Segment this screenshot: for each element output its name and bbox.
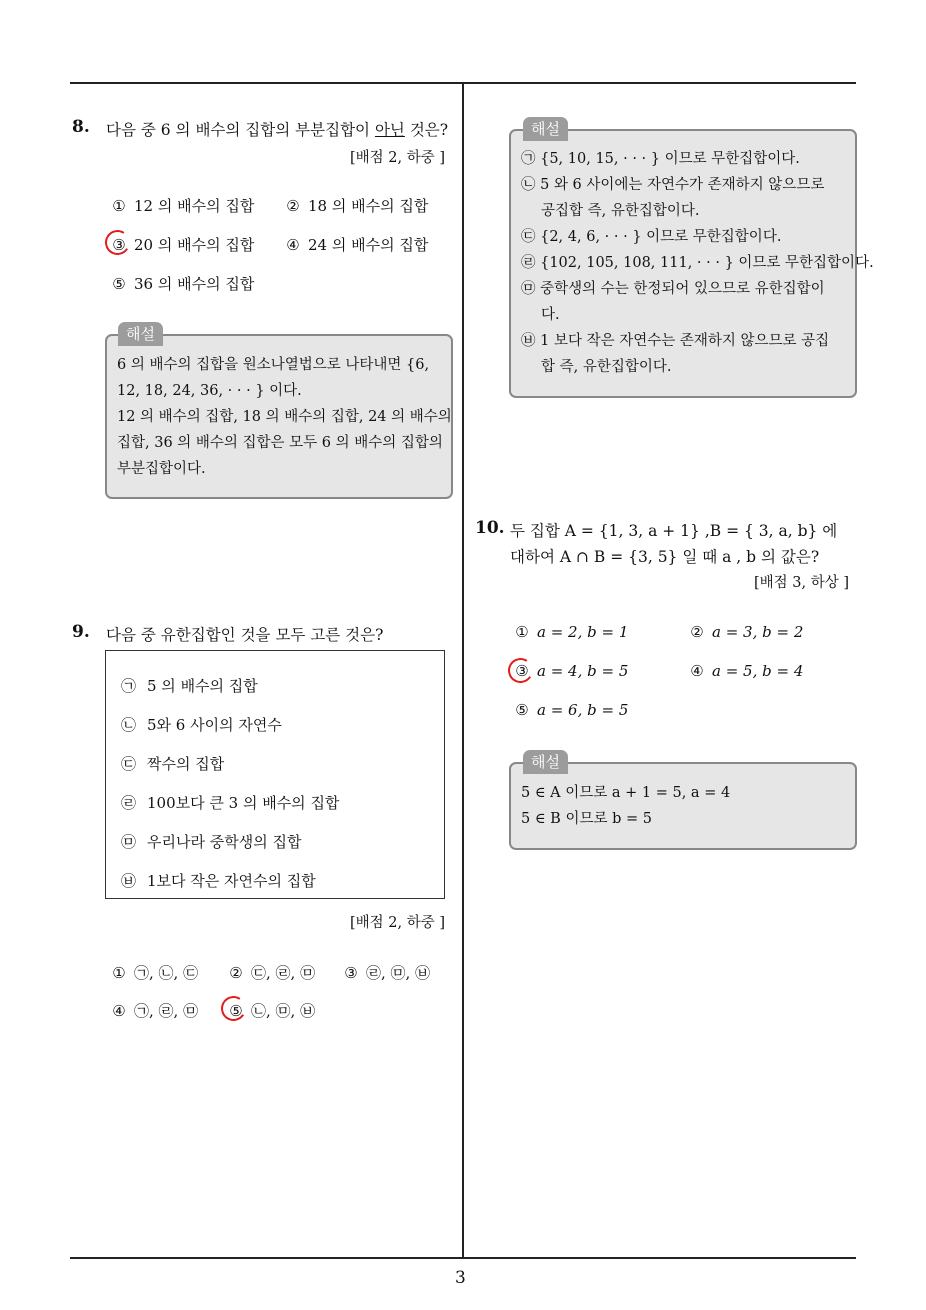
choice-label: 20 의 배수의 집합 — [134, 236, 255, 254]
explanation-line: 집합, 36 의 배수의 집합은 모두 6 의 배수의 집합의 — [117, 435, 443, 451]
explanation-line: ㉥ 1 보다 작은 자연수는 존재하지 않으므로 공집 — [521, 333, 830, 349]
explanation-line: 다. — [541, 307, 560, 323]
q9-number: 9. — [72, 622, 90, 642]
q9-meta: [배점 2, 하중 ] — [350, 915, 446, 931]
q9-item — [121, 675, 258, 696]
choice-mark: ⑤ — [112, 275, 126, 293]
choice-mark: ③ — [112, 236, 126, 254]
q10-choice-4[interactable] — [686, 662, 803, 680]
q9-item — [121, 831, 301, 852]
item-label: 5 의 배수의 집합 — [147, 677, 258, 695]
q10-explanation-text — [521, 780, 730, 832]
q8-explanation-text — [117, 352, 452, 482]
explanation-line: ㉠ {5, 10, 15, · · · } 이므로 무한집합이다. — [521, 151, 800, 167]
choice-mark: ① — [515, 623, 529, 641]
choice-mark: ① — [112, 197, 126, 215]
explanation-line: 12, 18, 24, 36, · · · } 이다. — [117, 383, 302, 399]
bottom-rule — [70, 1257, 856, 1259]
choice-mark: ③ — [344, 964, 358, 982]
column-divider — [462, 83, 464, 1258]
q10-choice-1[interactable] — [511, 623, 628, 641]
choice-mark: ④ — [286, 236, 300, 254]
item-mark: ㉢ — [121, 755, 137, 773]
choice-mark: ② — [286, 197, 300, 215]
q8-choice-4[interactable] — [282, 234, 428, 255]
q8-meta: [배점 2, 하중 ] — [350, 150, 446, 166]
choice-label: 36 의 배수의 집합 — [134, 275, 255, 293]
q8-text-after: 것은? — [404, 121, 449, 139]
choice-label: ㉠, ㉡, ㉢ — [134, 964, 199, 982]
explanation-line: 5 ∈ A 이므로 a + 1 = 5, a = 4 — [521, 785, 731, 801]
choice-mark: ⑤ — [229, 1002, 243, 1020]
choice-mark: ③ — [515, 662, 529, 680]
item-label: 1보다 작은 자연수의 집합 — [147, 872, 316, 890]
explanation-line: ㉣ {102, 105, 108, 111, · · · } 이므로 무한집합이다. — [521, 255, 874, 271]
q8-explanation-tag: 해설 — [118, 322, 163, 346]
item-mark: ㉤ — [121, 833, 137, 851]
q8-choice-1[interactable] — [108, 195, 254, 216]
q10-question-line-2: 대하여 A ∩ B = {3, 5} 일 때 a , b 의 값은? — [510, 548, 820, 566]
q10-number: 10. — [475, 518, 505, 538]
item-mark: ㉥ — [121, 872, 137, 890]
q8-number: 8. — [72, 117, 90, 137]
choice-label: ㉢, ㉣, ㉤ — [251, 964, 316, 982]
q9-item — [121, 792, 339, 813]
q9-explanation-text — [521, 146, 874, 380]
q9-item — [121, 714, 282, 735]
choice-label: a = 6, b = 5 — [537, 701, 629, 719]
explanation-line: 공집합 즉, 유한집합이다. — [541, 203, 700, 219]
choice-label: 12 의 배수의 집합 — [134, 197, 255, 215]
explanation-line: 12 의 배수의 집합, 18 의 배수의 집합, 24 의 배수의 — [117, 409, 452, 425]
q10-answer-circle-mark — [506, 656, 536, 686]
q8-text-before: 다음 중 6 의 배수의 집합의 부분집합이 — [106, 121, 375, 139]
explanation-line: ㉡ 5 와 6 사이에는 자연수가 존재하지 않으므로 — [521, 177, 825, 193]
explanation-line: ㉤ 중학생의 수는 한정되어 있으므로 유한집합이 — [521, 281, 825, 297]
choice-mark: ② — [690, 623, 704, 641]
q10-choice-2[interactable] — [686, 623, 803, 641]
explanation-line: 합 즉, 유한집합이다. — [541, 359, 672, 375]
q8-text-underlined: 아닌 — [374, 121, 405, 139]
choice-label: ㉣, ㉤, ㉥ — [366, 964, 431, 982]
explanation-line: 5 ∈ B 이므로 b = 5 — [521, 811, 652, 827]
page-number: 3 — [455, 1268, 466, 1288]
item-mark: ㉣ — [121, 794, 137, 812]
choice-label: a = 2, b = 1 — [537, 623, 629, 641]
choice-label: a = 5, b = 4 — [712, 662, 804, 680]
choice-mark: ④ — [112, 1002, 126, 1020]
item-mark: ㉠ — [121, 677, 137, 695]
q9-choice-1[interactable] — [108, 962, 198, 983]
explanation-line: ㉢ {2, 4, 6, · · · } 이므로 무한집합이다. — [521, 229, 782, 245]
q10-question-line-1: 두 집합 A = {1, 3, a + 1} ,B = { 3, a, b} 에 — [510, 522, 838, 540]
q10-explanation-tag: 해설 — [523, 750, 568, 774]
q10-meta: [배점 3, 하상 ] — [754, 575, 850, 591]
q9-explanation-tag: 해설 — [523, 117, 568, 141]
item-label: 짝수의 집합 — [147, 755, 225, 773]
explanation-line: 부분집합이다. — [117, 461, 206, 477]
choice-label: 24 의 배수의 집합 — [308, 236, 429, 254]
choice-label: a = 4, b = 5 — [537, 662, 629, 680]
q8-choice-2[interactable] — [282, 195, 428, 216]
choice-mark: ① — [112, 964, 126, 982]
q8-question-text — [106, 118, 448, 140]
choice-mark: ⑤ — [515, 701, 529, 719]
explanation-line: 6 의 배수의 집합을 원소나열법으로 나타내면 {6, — [117, 357, 430, 373]
choice-label: ㉠, ㉣, ㉤ — [134, 1002, 199, 1020]
choice-label: a = 3, b = 2 — [712, 623, 804, 641]
choice-mark: ② — [229, 964, 243, 982]
q8-choice-5[interactable] — [108, 273, 254, 294]
item-label: 우리나라 중학생의 집합 — [147, 833, 302, 851]
q9-choice-4[interactable] — [108, 1000, 198, 1021]
q9-item — [121, 753, 224, 774]
item-mark: ㉡ — [121, 716, 137, 734]
item-label: 5와 6 사이의 자연수 — [147, 716, 282, 734]
q10-choice-5[interactable] — [511, 701, 628, 719]
q9-question-text: 다음 중 유한집합인 것을 모두 고른 것은? — [106, 626, 384, 644]
choice-label: ㉡, ㉤, ㉥ — [251, 1002, 316, 1020]
q9-choice-3[interactable] — [340, 962, 430, 983]
q9-choice-2[interactable] — [225, 962, 315, 983]
q9-item — [121, 870, 316, 891]
choice-mark: ④ — [690, 662, 704, 680]
choice-label: 18 의 배수의 집합 — [308, 197, 429, 215]
item-label: 100보다 큰 3 의 배수의 집합 — [147, 794, 340, 812]
